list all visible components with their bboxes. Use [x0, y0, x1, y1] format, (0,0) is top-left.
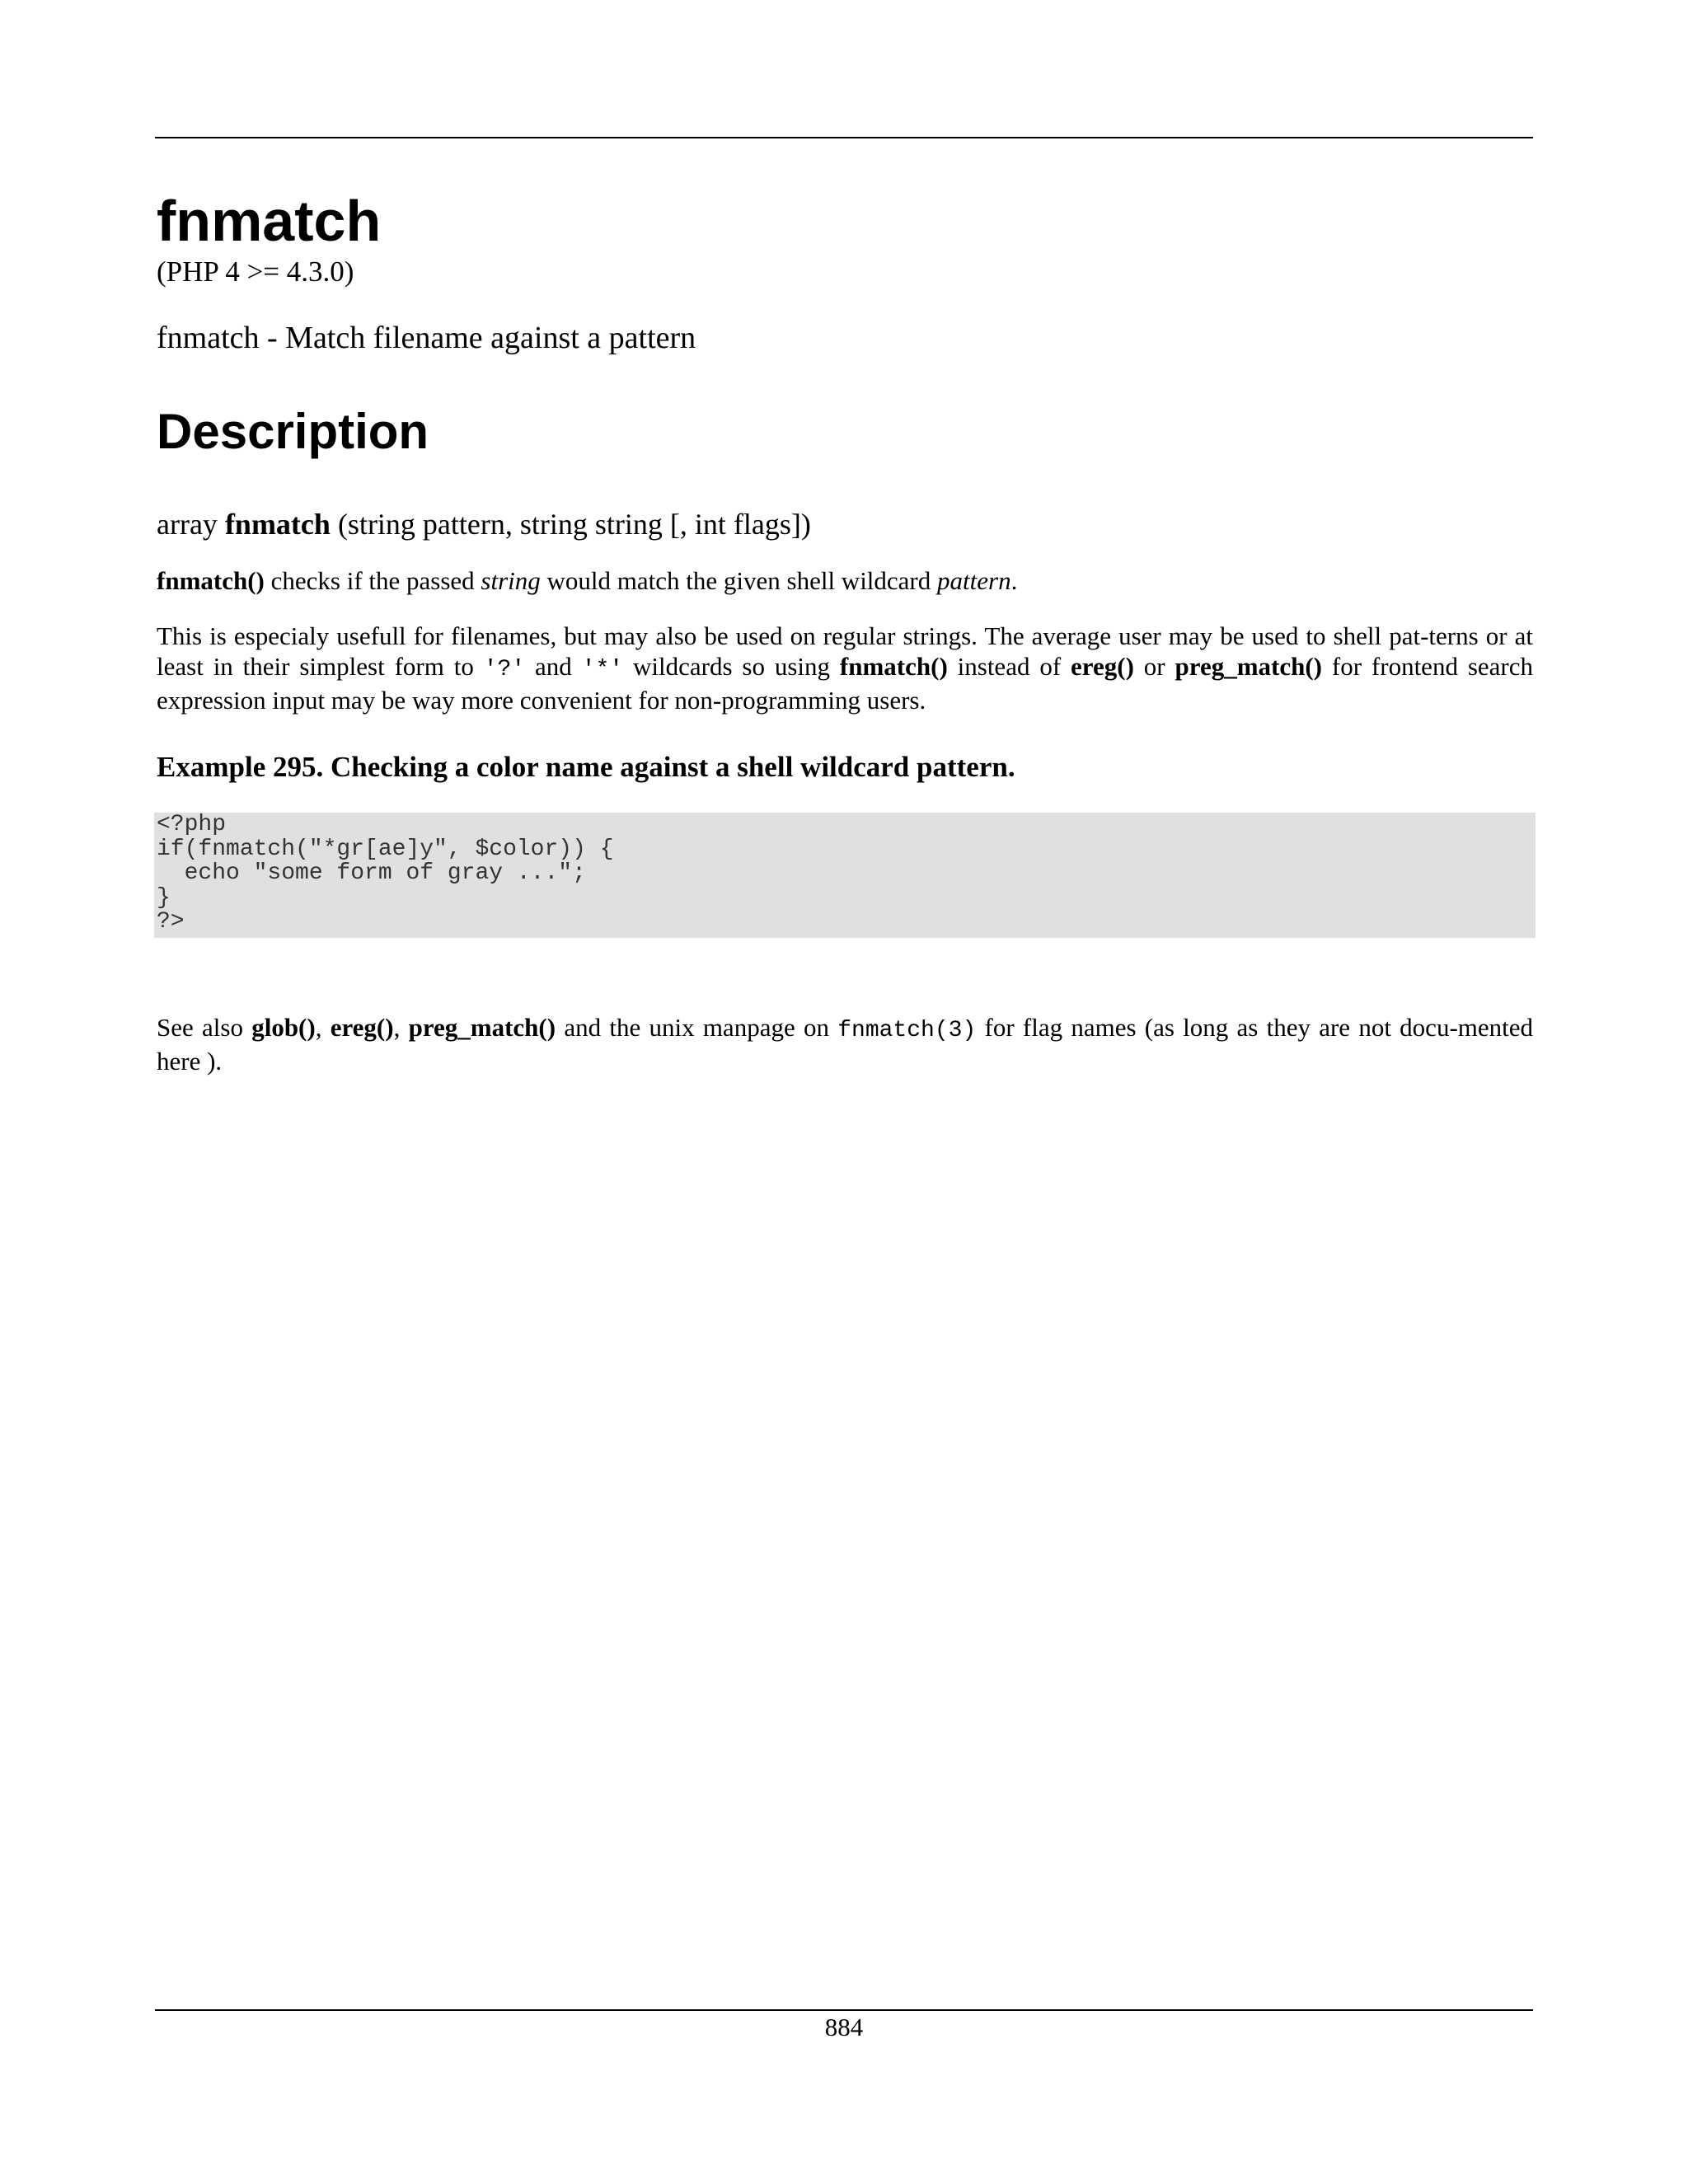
- example-title: Example 295. Checking a color name against a shell wildcard pattern.: [157, 751, 1015, 783]
- func-ref-ereg: ereg(): [330, 1012, 394, 1042]
- para2-text: wildcards so using: [623, 652, 840, 681]
- see-also-text: and the unix manpage on: [556, 1012, 838, 1042]
- literal-asterisk: '*': [581, 657, 624, 682]
- document-body: [157, 190, 1533, 1076]
- literal-question-mark: '?': [483, 657, 526, 682]
- func-ref-glob: glob(): [251, 1012, 316, 1042]
- synopsis-return-type: array: [157, 508, 218, 541]
- func-ref-preg-match: preg_match(): [408, 1012, 556, 1042]
- func-ref-preg-match: preg_match(): [1175, 652, 1323, 681]
- page-number: 884: [824, 2013, 864, 2041]
- func-ref-fnmatch: fnmatch(): [839, 652, 948, 681]
- para1-text: .: [1010, 566, 1018, 595]
- see-also-text: See also: [157, 1012, 252, 1042]
- para2-text: and: [525, 652, 582, 681]
- literal-manpage: fnmatch(3): [837, 1017, 977, 1043]
- refpurpose: fnmatch - Match filename against a pattern: [157, 321, 696, 355]
- see-also-text: ,: [393, 1012, 409, 1042]
- synopsis-function-name: fnmatch: [224, 508, 331, 541]
- synopsis-params: (string pattern, string string [, int flags]): [337, 508, 811, 541]
- function-synopsis: [157, 506, 1533, 542]
- func-ref-fnmatch: fnmatch(): [157, 566, 265, 595]
- header-rule: [155, 137, 1533, 138]
- para2-text: instead of: [947, 652, 1071, 681]
- param-string: string: [481, 566, 541, 595]
- see-also-text: ,: [315, 1012, 331, 1042]
- para2-text: This is especialy usefull for filenames, but may also be used on regular strings. The average user may be used to shell pat-terns or at least in their simplest form to: [157, 621, 1533, 681]
- paragraph-usage: [157, 621, 1533, 715]
- para1-text: would match the given shell wildcard: [540, 566, 938, 595]
- para2-text: for frontend search expression input may be way more convenient for non-programming users.: [157, 652, 1533, 715]
- para2-text: or: [1133, 652, 1175, 681]
- page-title: fnmatch: [157, 189, 382, 253]
- paragraph-see-also: [157, 1012, 1533, 1076]
- param-pattern: pattern: [937, 566, 1011, 595]
- version-info: (PHP 4 >= 4.3.0): [157, 255, 354, 288]
- func-ref-ereg: ereg(): [1071, 652, 1134, 681]
- see-also-text: for flag names (as long as they are not docu-mented here ).: [157, 1012, 1534, 1076]
- code-example: <?php if(fnmatch("*gr[ae]y", $color)) { echo "some form of gray ..."; } ?>: [154, 813, 1536, 938]
- para1-text: checks if the passed: [264, 566, 481, 595]
- section-heading-description: Description: [157, 404, 429, 459]
- paragraph-description: [157, 565, 1533, 596]
